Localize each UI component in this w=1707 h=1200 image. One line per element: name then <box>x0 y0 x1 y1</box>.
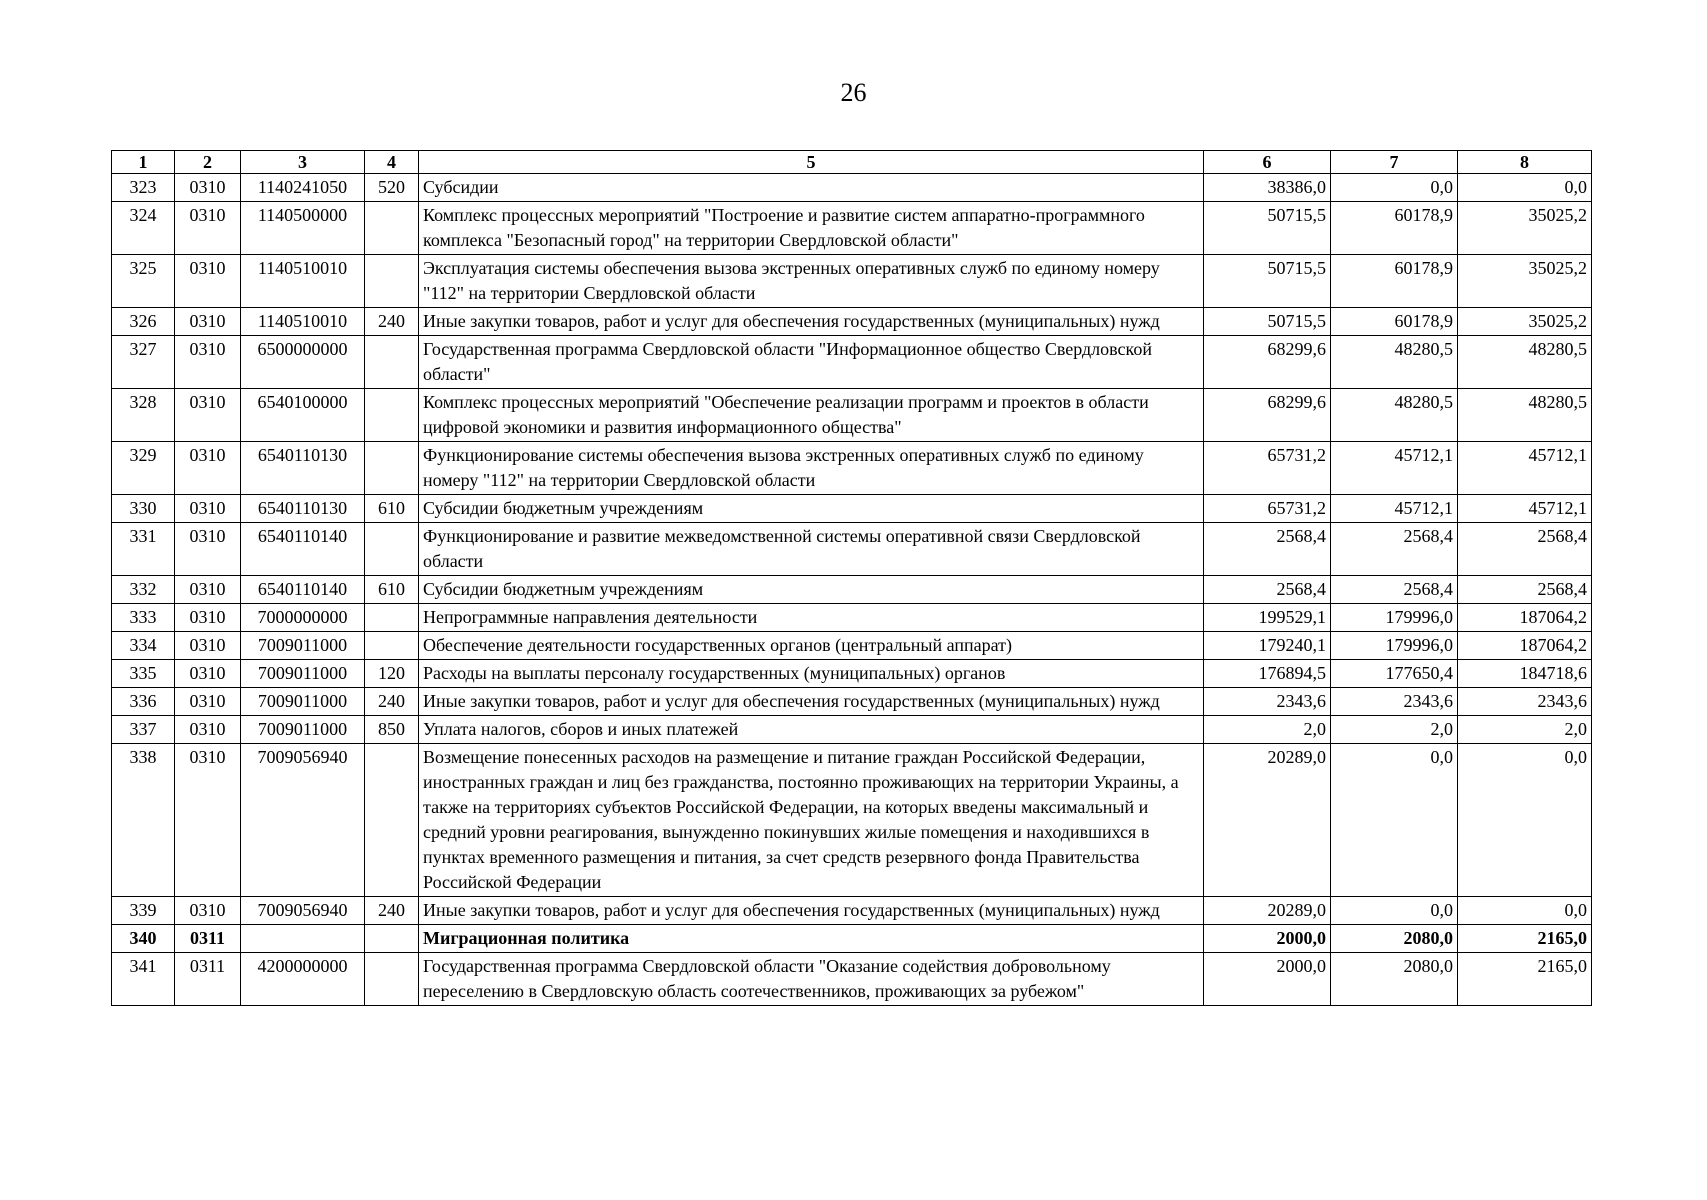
amount-col-7: 45712,1 <box>1331 495 1458 523</box>
expense-type <box>365 925 419 953</box>
row-number: 334 <box>112 632 175 660</box>
amount-col-6: 179240,1 <box>1204 632 1331 660</box>
row-description: Эксплуатация системы обеспечения вызова экстренных оперативных служб по единому номеру "112" на территории Свердловской области <box>419 255 1204 308</box>
row-description: Комплекс процессных мероприятий "Обеспечение реализации программ и проектов в области цифровой экономики и развития информационного общества" <box>419 389 1204 442</box>
expense-type <box>365 523 419 576</box>
amount-col-8: 2165,0 <box>1458 925 1592 953</box>
amount-col-8: 48280,5 <box>1458 389 1592 442</box>
header-col-8: 8 <box>1458 151 1592 174</box>
section-code: 0310 <box>175 632 241 660</box>
expense-type <box>365 389 419 442</box>
expense-type <box>365 632 419 660</box>
amount-col-7: 179996,0 <box>1331 632 1458 660</box>
amount-col-8: 2568,4 <box>1458 523 1592 576</box>
amount-col-6: 50715,5 <box>1204 255 1331 308</box>
row-description: Государственная программа Свердловской области "Информационное общество Свердловской области" <box>419 336 1204 389</box>
section-code: 0310 <box>175 744 241 897</box>
table-row <box>112 897 1592 925</box>
row-description: Функционирование и развитие межведомственной системы оперативной связи Свердловской области <box>419 523 1204 576</box>
table-row <box>112 925 1592 953</box>
row-number: 329 <box>112 442 175 495</box>
target-code: 6540100000 <box>241 389 365 442</box>
amount-col-6: 68299,6 <box>1204 336 1331 389</box>
header-col-4: 4 <box>365 151 419 174</box>
section-code: 0310 <box>175 202 241 255</box>
amount-col-6: 20289,0 <box>1204 744 1331 897</box>
amount-col-6: 2000,0 <box>1204 925 1331 953</box>
table-row <box>112 632 1592 660</box>
row-number: 331 <box>112 523 175 576</box>
expense-type: 520 <box>365 174 419 202</box>
target-code: 6540110140 <box>241 576 365 604</box>
amount-col-6: 2343,6 <box>1204 688 1331 716</box>
amount-col-7: 179996,0 <box>1331 604 1458 632</box>
table-row <box>112 442 1592 495</box>
row-description: Возмещение понесенных расходов на размещение и питание граждан Российской Федерации, иностранных граждан и лиц без гражданства, постоянно проживающих на территории Украины, а также на территориях субъектов Российской Федерации, на которых введены максимальный и средний уровни реагирования, вынужденно покинувших жилые помещения и находившихся в пунктах временного размещения и питания, за счет средств резервного фонда Правительства Российской Федерации <box>419 744 1204 897</box>
header-col-5: 5 <box>419 151 1204 174</box>
expense-type: 240 <box>365 897 419 925</box>
section-code: 0311 <box>175 925 241 953</box>
target-code: 7009056940 <box>241 897 365 925</box>
section-code: 0310 <box>175 897 241 925</box>
amount-col-8: 2,0 <box>1458 716 1592 744</box>
amount-col-6: 176894,5 <box>1204 660 1331 688</box>
header-row <box>112 151 1592 174</box>
row-description: Субсидии <box>419 174 1204 202</box>
row-description: Субсидии бюджетным учреждениям <box>419 495 1204 523</box>
row-description: Уплата налогов, сборов и иных платежей <box>419 716 1204 744</box>
table-body <box>112 174 1592 1006</box>
expense-type <box>365 442 419 495</box>
amount-col-8: 187064,2 <box>1458 632 1592 660</box>
amount-col-7: 2568,4 <box>1331 523 1458 576</box>
amount-col-6: 2568,4 <box>1204 523 1331 576</box>
table-row <box>112 202 1592 255</box>
row-description: Обеспечение деятельности государственных органов (центральный аппарат) <box>419 632 1204 660</box>
amount-col-7: 177650,4 <box>1331 660 1458 688</box>
expense-type <box>365 953 419 1006</box>
section-code: 0310 <box>175 716 241 744</box>
table-row <box>112 255 1592 308</box>
amount-col-6: 65731,2 <box>1204 495 1331 523</box>
amount-col-8: 0,0 <box>1458 174 1592 202</box>
table-row <box>112 953 1592 1006</box>
row-number: 336 <box>112 688 175 716</box>
expense-type: 850 <box>365 716 419 744</box>
target-code: 6540110140 <box>241 523 365 576</box>
amount-col-7: 60178,9 <box>1331 255 1458 308</box>
section-code: 0310 <box>175 688 241 716</box>
target-code: 7009011000 <box>241 716 365 744</box>
header-col-3: 3 <box>241 151 365 174</box>
row-number: 338 <box>112 744 175 897</box>
target-code: 7009011000 <box>241 632 365 660</box>
amount-col-6: 38386,0 <box>1204 174 1331 202</box>
row-number: 332 <box>112 576 175 604</box>
amount-col-6: 65731,2 <box>1204 442 1331 495</box>
target-code: 6500000000 <box>241 336 365 389</box>
target-code: 4200000000 <box>241 953 365 1006</box>
row-number: 330 <box>112 495 175 523</box>
section-code: 0310 <box>175 660 241 688</box>
amount-col-8: 0,0 <box>1458 744 1592 897</box>
section-code: 0311 <box>175 953 241 1006</box>
page-number: 26 <box>840 78 867 107</box>
amount-col-6: 50715,5 <box>1204 308 1331 336</box>
table-row <box>112 389 1592 442</box>
table-row <box>112 660 1592 688</box>
row-number: 325 <box>112 255 175 308</box>
expense-type <box>365 202 419 255</box>
amount-col-8: 35025,2 <box>1458 308 1592 336</box>
row-number: 333 <box>112 604 175 632</box>
row-description: Иные закупки товаров, работ и услуг для обеспечения государственных (муниципальных) нужд <box>419 308 1204 336</box>
amount-col-7: 0,0 <box>1331 897 1458 925</box>
amount-col-8: 2568,4 <box>1458 576 1592 604</box>
amount-col-7: 60178,9 <box>1331 202 1458 255</box>
header-col-7: 7 <box>1331 151 1458 174</box>
section-code: 0310 <box>175 389 241 442</box>
target-code: 1140500000 <box>241 202 365 255</box>
target-code <box>241 925 365 953</box>
row-description: Расходы на выплаты персоналу государственных (муниципальных) органов <box>419 660 1204 688</box>
expense-type: 610 <box>365 495 419 523</box>
amount-col-6: 2,0 <box>1204 716 1331 744</box>
table-row <box>112 744 1592 897</box>
expense-type: 120 <box>365 660 419 688</box>
budget-table <box>111 150 1592 1006</box>
row-description: Иные закупки товаров, работ и услуг для обеспечения государственных (муниципальных) нужд <box>419 897 1204 925</box>
expense-type <box>365 336 419 389</box>
amount-col-7: 48280,5 <box>1331 336 1458 389</box>
section-code: 0310 <box>175 495 241 523</box>
amount-col-7: 0,0 <box>1331 744 1458 897</box>
amount-col-7: 2343,6 <box>1331 688 1458 716</box>
amount-col-7: 0,0 <box>1331 174 1458 202</box>
table-row <box>112 604 1592 632</box>
header-col-2: 2 <box>175 151 241 174</box>
target-code: 1140241050 <box>241 174 365 202</box>
amount-col-6: 2568,4 <box>1204 576 1331 604</box>
row-number: 341 <box>112 953 175 1006</box>
amount-col-7: 2080,0 <box>1331 925 1458 953</box>
amount-col-7: 2,0 <box>1331 716 1458 744</box>
section-code: 0310 <box>175 174 241 202</box>
row-number: 335 <box>112 660 175 688</box>
amount-col-7: 2080,0 <box>1331 953 1458 1006</box>
amount-col-7: 45712,1 <box>1331 442 1458 495</box>
row-number: 326 <box>112 308 175 336</box>
target-code: 7009056940 <box>241 744 365 897</box>
section-code: 0310 <box>175 604 241 632</box>
amount-col-6: 68299,6 <box>1204 389 1331 442</box>
row-number: 328 <box>112 389 175 442</box>
amount-col-8: 35025,2 <box>1458 255 1592 308</box>
expense-type: 240 <box>365 308 419 336</box>
target-code: 7009011000 <box>241 660 365 688</box>
row-number: 327 <box>112 336 175 389</box>
amount-col-8: 45712,1 <box>1458 442 1592 495</box>
target-code: 1140510010 <box>241 308 365 336</box>
section-code: 0310 <box>175 308 241 336</box>
row-description: Субсидии бюджетным учреждениям <box>419 576 1204 604</box>
expense-type <box>365 255 419 308</box>
row-number: 340 <box>112 925 175 953</box>
amount-col-6: 20289,0 <box>1204 897 1331 925</box>
amount-col-6: 199529,1 <box>1204 604 1331 632</box>
row-description: Непрограммные направления деятельности <box>419 604 1204 632</box>
amount-col-7: 48280,5 <box>1331 389 1458 442</box>
row-number: 323 <box>112 174 175 202</box>
row-description: Иные закупки товаров, работ и услуг для обеспечения государственных (муниципальных) нужд <box>419 688 1204 716</box>
section-code: 0310 <box>175 576 241 604</box>
amount-col-8: 2165,0 <box>1458 953 1592 1006</box>
row-description: Государственная программа Свердловской области "Оказание содействия добровольному переселению в Свердловскую область соотечественников, проживающих за рубежом" <box>419 953 1204 1006</box>
target-code: 6540110130 <box>241 442 365 495</box>
header-col-6: 6 <box>1204 151 1331 174</box>
amount-col-6: 2000,0 <box>1204 953 1331 1006</box>
row-description: Функционирование системы обеспечения вызова экстренных оперативных служб по единому номеру "112" на территории Свердловской области <box>419 442 1204 495</box>
expense-type: 240 <box>365 688 419 716</box>
amount-col-8: 48280,5 <box>1458 336 1592 389</box>
row-description: Комплекс процессных мероприятий "Построение и развитие систем аппаратно-программного комплекса "Безопасный город" на территории Свердловской области" <box>419 202 1204 255</box>
expense-type: 610 <box>365 576 419 604</box>
amount-col-8: 45712,1 <box>1458 495 1592 523</box>
amount-col-8: 2343,6 <box>1458 688 1592 716</box>
table-row <box>112 688 1592 716</box>
table-row <box>112 174 1592 202</box>
expense-type <box>365 604 419 632</box>
row-number: 339 <box>112 897 175 925</box>
target-code: 7009011000 <box>241 688 365 716</box>
table-row <box>112 523 1592 576</box>
row-number: 324 <box>112 202 175 255</box>
amount-col-8: 187064,2 <box>1458 604 1592 632</box>
header-col-1: 1 <box>112 151 175 174</box>
target-code: 1140510010 <box>241 255 365 308</box>
table-row <box>112 576 1592 604</box>
amount-col-8: 184718,6 <box>1458 660 1592 688</box>
section-code: 0310 <box>175 336 241 389</box>
section-code: 0310 <box>175 523 241 576</box>
amount-col-6: 50715,5 <box>1204 202 1331 255</box>
target-code: 6540110130 <box>241 495 365 523</box>
table-row <box>112 308 1592 336</box>
section-code: 0310 <box>175 255 241 308</box>
section-code: 0310 <box>175 442 241 495</box>
amount-col-7: 60178,9 <box>1331 308 1458 336</box>
target-code: 7000000000 <box>241 604 365 632</box>
row-description: Миграционная политика <box>419 925 1204 953</box>
amount-col-7: 2568,4 <box>1331 576 1458 604</box>
amount-col-8: 35025,2 <box>1458 202 1592 255</box>
table-row <box>112 716 1592 744</box>
expense-type <box>365 744 419 897</box>
table-row <box>112 495 1592 523</box>
table-row <box>112 336 1592 389</box>
row-number: 337 <box>112 716 175 744</box>
amount-col-8: 0,0 <box>1458 897 1592 925</box>
